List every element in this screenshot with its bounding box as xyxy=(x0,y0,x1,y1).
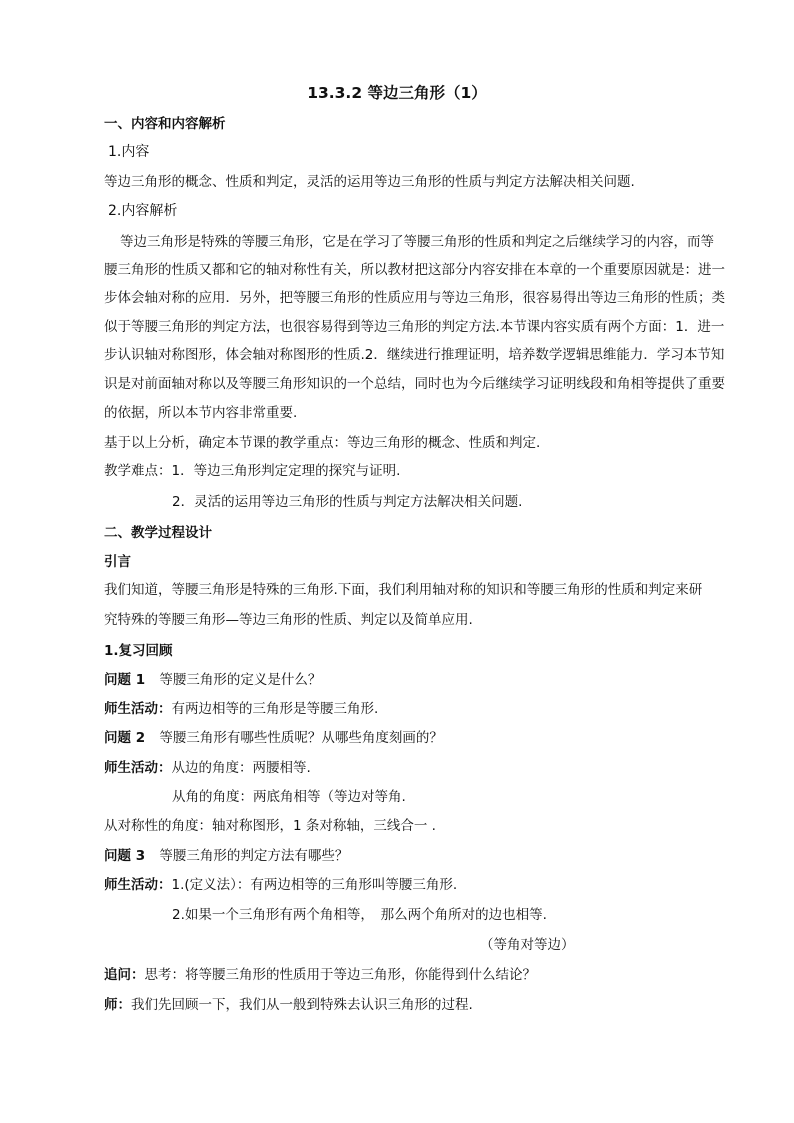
answer-3-second: 2.如果一个三角形有两个角相等， 那么两个角所对的边也相等. xyxy=(172,907,547,923)
content-text: 等边三角形的概念、性质和判定，灵活的运用等边三角形的性质与判定方法解决相关问题. xyxy=(104,174,635,190)
teacher-remark xyxy=(104,996,473,1014)
intro-label: 引言 xyxy=(104,554,131,570)
intro-line-2: 究特殊的等腰三角形—等边三角形的性质、判定以及简单应用. xyxy=(104,612,473,628)
teacher-text: 我们先回顾一下，我们从一般到特殊去认识三角形的过程. xyxy=(131,997,473,1013)
answer-3 xyxy=(104,876,457,894)
answer-1-text: 有两边相等的三角形是等腰三角形. xyxy=(171,701,379,717)
followup-label: 追问： xyxy=(104,967,145,983)
question-3 xyxy=(104,847,348,865)
answer-2-label: 师生活动： xyxy=(104,760,172,776)
analysis-label: 2.内容解析 xyxy=(108,203,178,219)
analysis-line-4: 似于等腰三角形的判定方法，也很容易得到等边三角形的判定方法.本节课内容实质有两个方面：1．进一 xyxy=(104,319,725,335)
question-1 xyxy=(104,671,321,689)
teaching-difficulty-2: 2．灵活的运用等边三角形的性质与判定方法解决相关问题. xyxy=(172,494,523,510)
question-2-text: 等腰三角形有哪些性质呢？从哪些角度刻画的？ xyxy=(159,730,443,746)
answer-1-label: 师生活动： xyxy=(104,701,172,717)
question-2 xyxy=(104,729,443,747)
intro-line-1: 我们知道，等腰三角形是特殊的三角形.下面，我们利用轴对称的知识和等腰三角形的性质和判定来研 xyxy=(104,582,703,598)
section1-heading: 一、内容和内容解析 xyxy=(104,116,226,132)
content-label: 1.内容 xyxy=(108,144,150,160)
question-3-label: 问题 3 xyxy=(104,848,146,864)
answer-2-angle: 从角的角度：两底角相等（等边对等角. xyxy=(172,789,406,805)
analysis-line-5: 步认识轴对称图形，体会轴对称图形的性质.2．继续进行推理证明，培养数学逻辑思维能力．学习本节知 xyxy=(104,347,725,363)
question-3-text: 等腰三角形的判定方法有哪些？ xyxy=(159,848,349,864)
followup xyxy=(104,966,536,984)
answer-3-text: 1.(定义法）：有两边相等的三角形叫等腰三角形. xyxy=(171,877,458,893)
analysis-line-2: 腰三角形的性质又都和它的轴对称性有关，所以教材把这部分内容安排在本章的一个重要原因就是：进一 xyxy=(104,262,725,278)
question-2-label: 问题 2 xyxy=(104,730,146,746)
answer-2-symmetry: 从对称性的角度：轴对称图形，1 条对称轴，三线合一 . xyxy=(104,818,436,834)
review-label: 1.复习回顾 xyxy=(104,643,173,659)
teaching-difficulty-1: 教学难点：1．等边三角形判定定理的探究与证明. xyxy=(104,463,401,479)
answer-2 xyxy=(104,759,311,777)
answer-3-label: 师生活动： xyxy=(104,877,172,893)
analysis-line-7: 的依据，所以本节内容非常重要. xyxy=(104,405,298,421)
analysis-line-3: 步体会轴对称的应用．另外，把等腰三角形的性质应用与等边三角形，很容易得出等边三角形的性质；类 xyxy=(104,290,725,306)
question-1-text: 等腰三角形的定义是什么？ xyxy=(159,672,322,688)
answer-2-text: 从边的角度：两腰相等. xyxy=(171,760,311,776)
analysis-line-1: 等边三角形是特殊的等腰三角形，它是在学习了等腰三角形的性质和判定之后继续学习的内容，而等 xyxy=(120,234,714,250)
teaching-focus: 基于以上分析，确定本节课的教学重点：等边三角形的概念、性质和判定. xyxy=(104,435,541,451)
question-1-label: 问题 1 xyxy=(104,672,146,688)
section2-heading: 二、教学过程设计 xyxy=(104,525,212,541)
teacher-label: 师： xyxy=(104,997,131,1013)
answer-1 xyxy=(104,700,378,718)
page-title: 13.3.2 等边三角形（1） xyxy=(307,84,487,102)
answer-3-note: （等角对等边） xyxy=(480,937,575,953)
followup-text: 思考：将等腰三角形的性质用于等边三角形，你能得到什么结论？ xyxy=(144,967,536,983)
analysis-line-6: 识是对前面轴对称以及等腰三角形知识的一个总结，同时也为今后继续学习证明线段和角相等提供了重要 xyxy=(104,376,725,392)
